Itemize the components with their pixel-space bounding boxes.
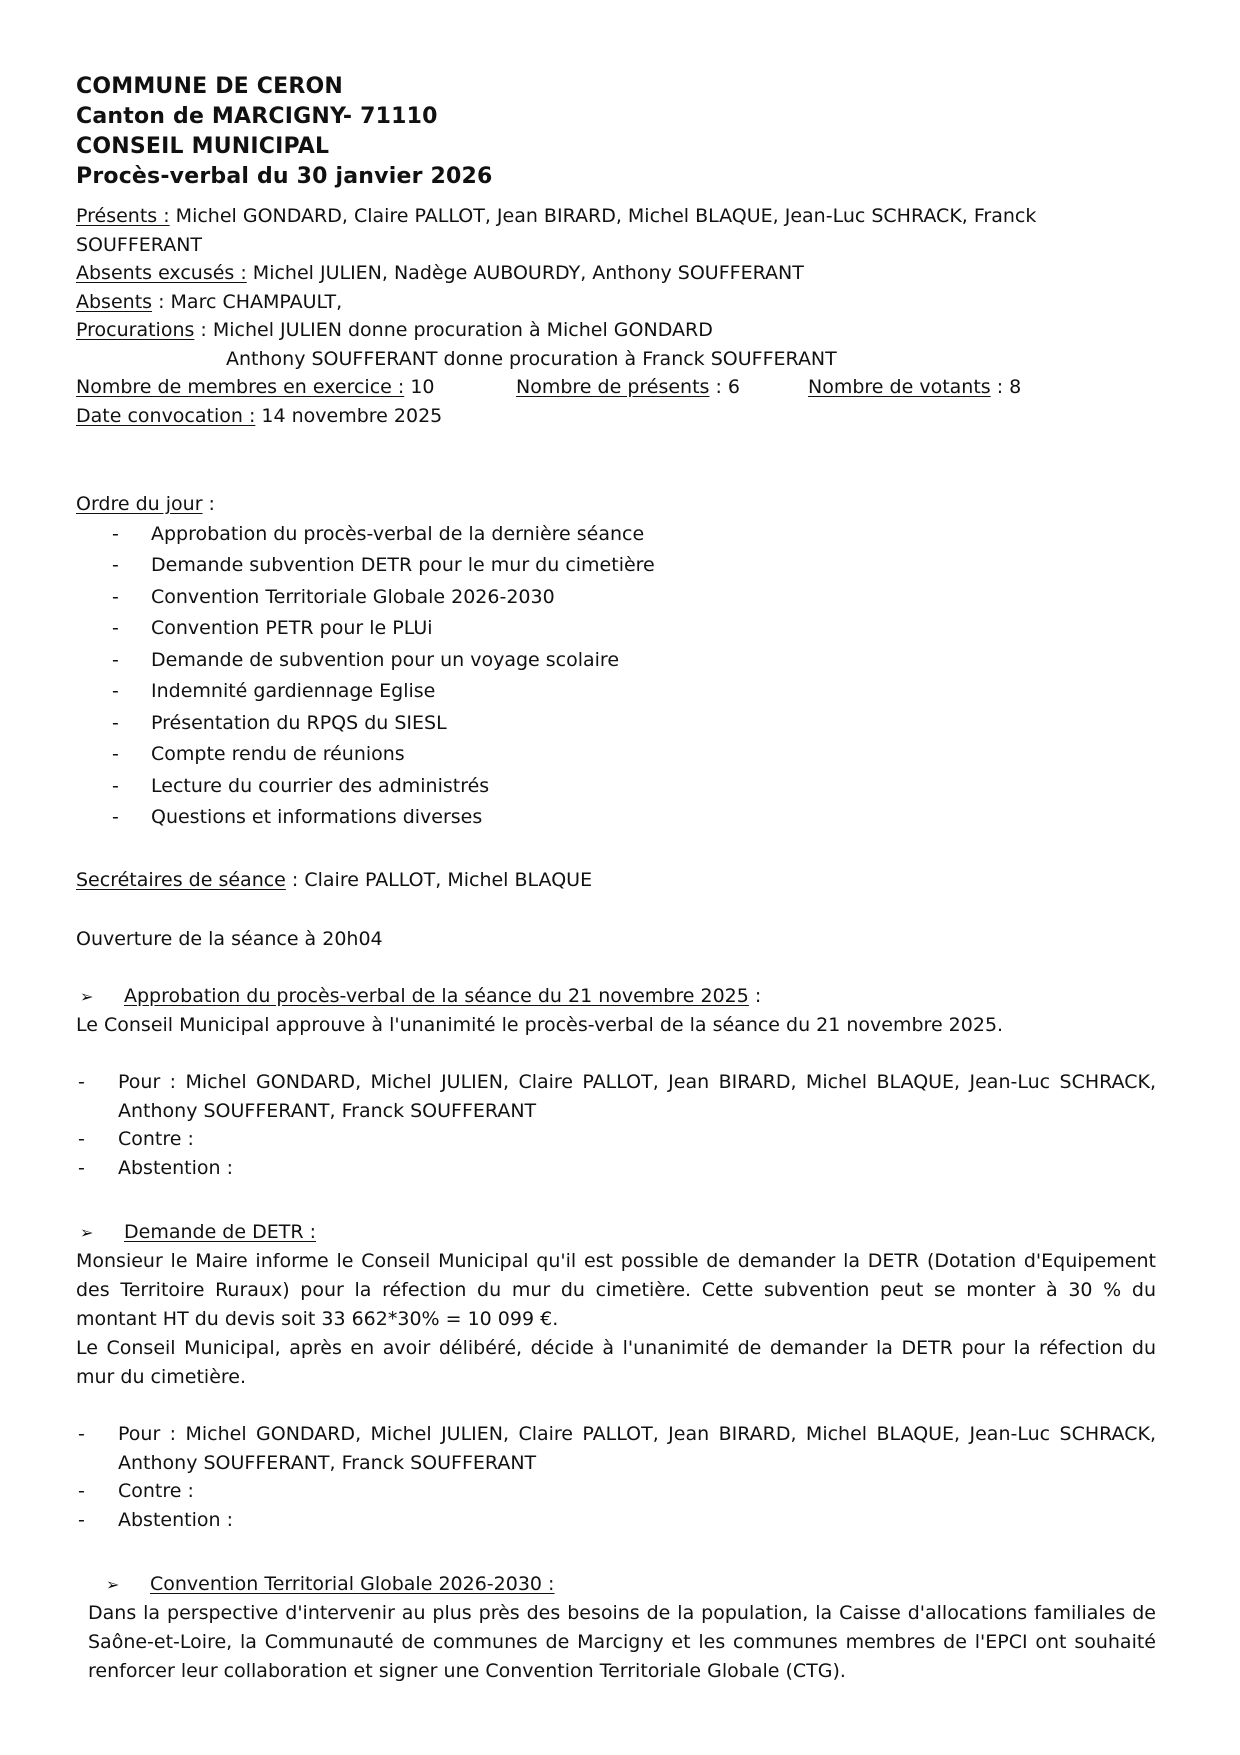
- vote-contre: [76, 1477, 1156, 1506]
- dash-bullet: -: [112, 711, 119, 734]
- convocation-value: 14 novembre 2025: [255, 404, 443, 427]
- section-heading: [88, 1570, 1156, 1599]
- section-title: Approbation du procès-verbal de la séance du 21 novembre 2025: [124, 985, 749, 1007]
- votants-value: : 8: [990, 376, 1022, 398]
- agenda-colon: :: [202, 493, 215, 515]
- convocation-line: [76, 402, 1156, 431]
- section-heading: [76, 1218, 1156, 1247]
- secretaires-line: [76, 866, 1156, 895]
- vote-abstention: [76, 1506, 1156, 1535]
- vote-pour-text: Pour : Michel GONDARD, Michel JULIEN, Claire PALLOT, Jean BIRARD, Michel BLAQUE, Jean-Luc SCHRACK, Anthony SOUFFERANT, Franck SOUFFERANT: [118, 1423, 1156, 1474]
- agenda-item-text: Indemnité gardiennage Eglise: [151, 680, 436, 702]
- arrow-bullet-icon: ➢: [80, 1223, 94, 1242]
- procurations-value: : Michel JULIEN donne procuration à Michel GONDARD: [194, 319, 713, 341]
- vote-pour: [76, 1420, 1156, 1477]
- counts-line: [76, 373, 1156, 402]
- votants-label: Nombre de votants: [808, 376, 991, 398]
- opening-line: [76, 925, 1156, 954]
- agenda-label: Ordre du jour: [76, 493, 203, 515]
- dash-bullet: -: [78, 1156, 85, 1179]
- vote-list: [76, 1068, 1156, 1182]
- dash-bullet: -: [112, 680, 119, 702]
- section-detr: [76, 1218, 1156, 1534]
- agenda-item-text: Approbation du procès-verbal de la dernière séance: [151, 522, 645, 545]
- section-title: Demande de DETR :: [124, 1221, 316, 1243]
- agenda-item-text: Compte rendu de réunions: [151, 743, 405, 765]
- arrow-bullet-icon: ➢: [80, 987, 94, 1006]
- vote-list: [76, 1420, 1156, 1534]
- agenda-item: [76, 613, 1156, 645]
- agenda-block: [76, 490, 1156, 834]
- agenda-item-text: Demande de subvention pour un voyage scolaire: [151, 648, 620, 671]
- dash-bullet: -: [78, 1071, 85, 1093]
- presents-count-label: Nombre de présents: [516, 376, 710, 398]
- dash-bullet: -: [112, 806, 119, 828]
- membres-count: [76, 373, 516, 402]
- procurations-line-2: Anthony SOUFFERANT donne procuration à Franck SOUFFERANT: [226, 347, 837, 370]
- membres-label: Nombre de membres en exercice :: [76, 376, 405, 398]
- absents-label: Absents: [76, 290, 153, 313]
- canton-line: Canton de MARCIGNY- 71110: [76, 104, 438, 129]
- agenda-item-text: Convention PETR pour le PLUi: [151, 617, 433, 639]
- presents-line-2: SOUFFERANT: [76, 233, 203, 256]
- agenda-item: [76, 550, 1156, 582]
- vote-pour-text: Pour : Michel GONDARD, Michel JULIEN, Claire PALLOT, Jean BIRARD, Michel BLAQUE, Jean-Luc SCHRACK, Anthony SOUFFERANT, Franck SOUFFERANT: [118, 1071, 1156, 1122]
- section-title-colon: :: [748, 985, 762, 1007]
- absents-excuses-value: Michel JULIEN, Nadège AUBOURDY, Anthony SOUFFERANT: [246, 262, 804, 284]
- dash-bullet: -: [112, 585, 119, 608]
- vote-pour: [76, 1068, 1156, 1125]
- opening-text: Ouverture de la séance à 20h04: [76, 928, 383, 950]
- agenda-item: [76, 645, 1156, 677]
- membres-value: 10: [404, 376, 435, 398]
- presents-count: [516, 373, 808, 402]
- vote-contre: [76, 1125, 1156, 1154]
- section-body: Monsieur le Maire informe le Conseil Municipal qu'il est possible de demander la DETR (Dotation d'Equipement des Territoire Ruraux) pour la réfection du mur du cimetière. Cette subvention peut se monter à 30 % du montant HT du devis soit 33 662*30% = 10 099 €.: [76, 1250, 1156, 1330]
- secretaires-label: Secrétaires de séance: [76, 869, 286, 891]
- presents-label: Présents :: [76, 205, 170, 227]
- absents-line: [76, 288, 1156, 317]
- dash-bullet: -: [112, 774, 119, 797]
- dash-bullet: -: [78, 1128, 85, 1150]
- dash-bullet: -: [112, 648, 119, 671]
- dash-bullet: -: [112, 743, 119, 765]
- presents-value: Michel GONDARD, Claire PALLOT, Jean BIRARD, Michel BLAQUE, Jean-Luc SCHRACK, Franck: [169, 205, 1037, 227]
- convocation-label: Date convocation :: [76, 404, 256, 427]
- agenda-item-text: Demande subvention DETR pour le mur du cimetière: [151, 554, 655, 576]
- agenda-item-text: Présentation du RPQS du SIESL: [151, 711, 447, 734]
- absents-excuses-line: [76, 259, 1156, 288]
- section-heading: [76, 982, 1156, 1011]
- vote-abstention: [76, 1154, 1156, 1183]
- procurations-label: Procurations: [76, 319, 195, 341]
- dash-bullet: -: [78, 1480, 85, 1502]
- commune-name: COMMUNE DE CERON: [76, 74, 343, 99]
- agenda-heading: [76, 490, 1156, 519]
- vote-contre-text: Contre :: [118, 1480, 194, 1502]
- dash-bullet: -: [112, 554, 119, 576]
- agenda-item: [76, 582, 1156, 614]
- section-body-2: Le Conseil Municipal, après en avoir délibéré, décide à l'unanimité de demander la DETR pour la réfection du mur du cimetière.: [76, 1337, 1156, 1388]
- agenda-item: [76, 708, 1156, 740]
- document-header: [76, 72, 493, 192]
- absents-excuses-label: Absents excusés :: [76, 262, 247, 284]
- attendance-block: [76, 202, 1156, 430]
- agenda-item-text: Questions et informations diverses: [151, 806, 483, 828]
- arrow-bullet-icon: ➢: [106, 1575, 120, 1594]
- dash-bullet: -: [112, 617, 119, 639]
- agenda-item: [76, 519, 1156, 551]
- council-title: CONSEIL MUNICIPAL: [76, 134, 330, 159]
- vote-abstention-text: Abstention :: [118, 1156, 233, 1179]
- agenda-item: [76, 802, 1156, 834]
- section-ctg: [88, 1570, 1156, 1686]
- section-title: Convention Territorial Globale 2026-2030 :: [150, 1573, 555, 1595]
- procurations-line: [76, 316, 1156, 345]
- dash-bullet: -: [78, 1423, 85, 1445]
- dash-bullet: -: [78, 1508, 85, 1531]
- vote-contre-text: Contre :: [118, 1128, 194, 1150]
- dash-bullet: -: [112, 522, 119, 545]
- agenda-item: [76, 771, 1156, 803]
- agenda-item: [76, 739, 1156, 771]
- agenda-item-text: Lecture du courrier des administrés: [151, 774, 490, 797]
- votants-count: [808, 373, 1021, 402]
- agenda-list: [76, 519, 1156, 834]
- presents-count-value: : 6: [709, 376, 741, 398]
- absents-value: : Marc CHAMPAULT,: [152, 290, 343, 313]
- presents-line: [76, 202, 1156, 231]
- section-body: Dans la perspective d'intervenir au plus près des besoins de la population, la Caisse d'allocations familiales de Saône-et-Loire, la Communauté de communes de Marcigny et les communes membres de l'EPCI ont souhaité renforcer leur collaboration et signer une Convention Territoriale Globale (CTG).: [88, 1602, 1156, 1682]
- secretaires-value: : Claire PALLOT, Michel BLAQUE: [285, 869, 593, 891]
- section-approbation: [76, 982, 1156, 1182]
- agenda-item: [76, 676, 1156, 708]
- minutes-date: Procès-verbal du 30 janvier 2026: [76, 164, 493, 189]
- vote-abstention-text: Abstention :: [118, 1508, 233, 1531]
- agenda-item-text: Convention Territoriale Globale 2026-2030: [151, 585, 555, 608]
- section-body: Le Conseil Municipal approuve à l'unanimité le procès-verbal de la séance du 21 novembre 2025.: [76, 1014, 1004, 1036]
